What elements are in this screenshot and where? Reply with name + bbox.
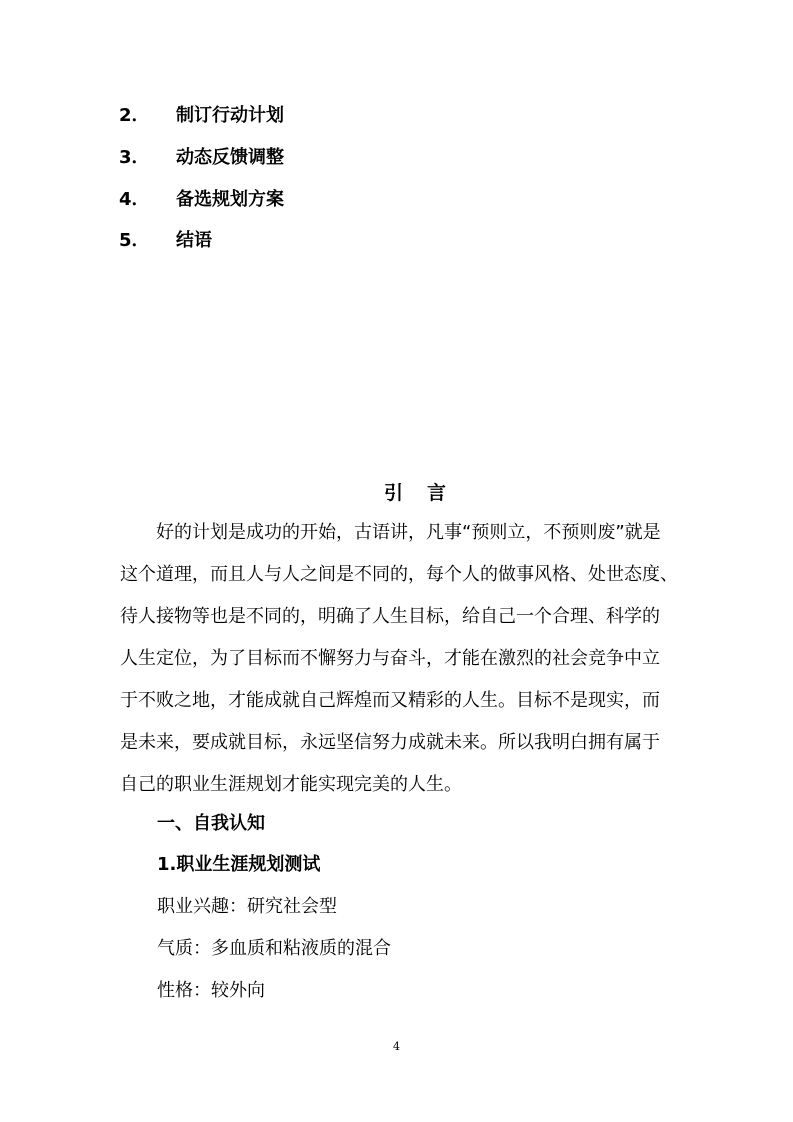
subsection-heading: 1.职业生涯规划测试	[157, 854, 321, 875]
intro-heading-char: 言	[427, 482, 447, 504]
intro-paragraph	[120, 512, 676, 806]
paragraph-line: 好的计划是成功的开始，古语讲，凡事“预则立，不预则废”就是	[120, 522, 661, 543]
toc-number: 4．	[119, 189, 150, 210]
toc-label: 动态反馈调整	[176, 147, 284, 168]
intro-heading-char: 引	[383, 482, 403, 504]
section-heading: 一、自我认知	[157, 813, 265, 834]
toc-label: 制订行动计划	[176, 105, 284, 126]
paragraph-line: 这个道理，而且人与人之间是不同的，每个人的做事风格、处世态度、	[120, 564, 678, 585]
paragraph-line: 自己的职业生涯规划才能实现完美的人生。	[120, 774, 462, 795]
profile-item: 气质：多血质和粘液质的混合	[157, 938, 391, 959]
toc-item	[119, 186, 284, 214]
toc-item	[119, 227, 212, 255]
profile-item: 职业兴趣：研究社会型	[157, 896, 337, 917]
paragraph-line: 于不败之地，才能成就自己辉煌而又精彩的人生。目标不是现实，而	[120, 690, 660, 711]
intro-heading	[0, 478, 793, 505]
toc-label: 备选规划方案	[176, 189, 284, 210]
toc-label: 结语	[176, 230, 212, 251]
paragraph-line: 待人接物等也是不同的，明确了人生目标，给自己一个合理、科学的	[120, 606, 660, 627]
paragraph-line: 是未来，要成就目标，永远坚信努力成就未来。所以我明白拥有属于	[120, 732, 660, 753]
page-number: 4	[393, 1040, 400, 1053]
toc-number: 5．	[119, 230, 150, 251]
toc-item	[119, 144, 284, 172]
toc-item	[119, 102, 284, 130]
paragraph-line: 人生定位，为了目标而不懈努力与奋斗，才能在激烈的社会竞争中立	[120, 648, 660, 669]
toc-number: 3．	[119, 147, 150, 168]
profile-item: 性格：较外向	[157, 980, 265, 1001]
toc-number: 2．	[119, 105, 150, 126]
